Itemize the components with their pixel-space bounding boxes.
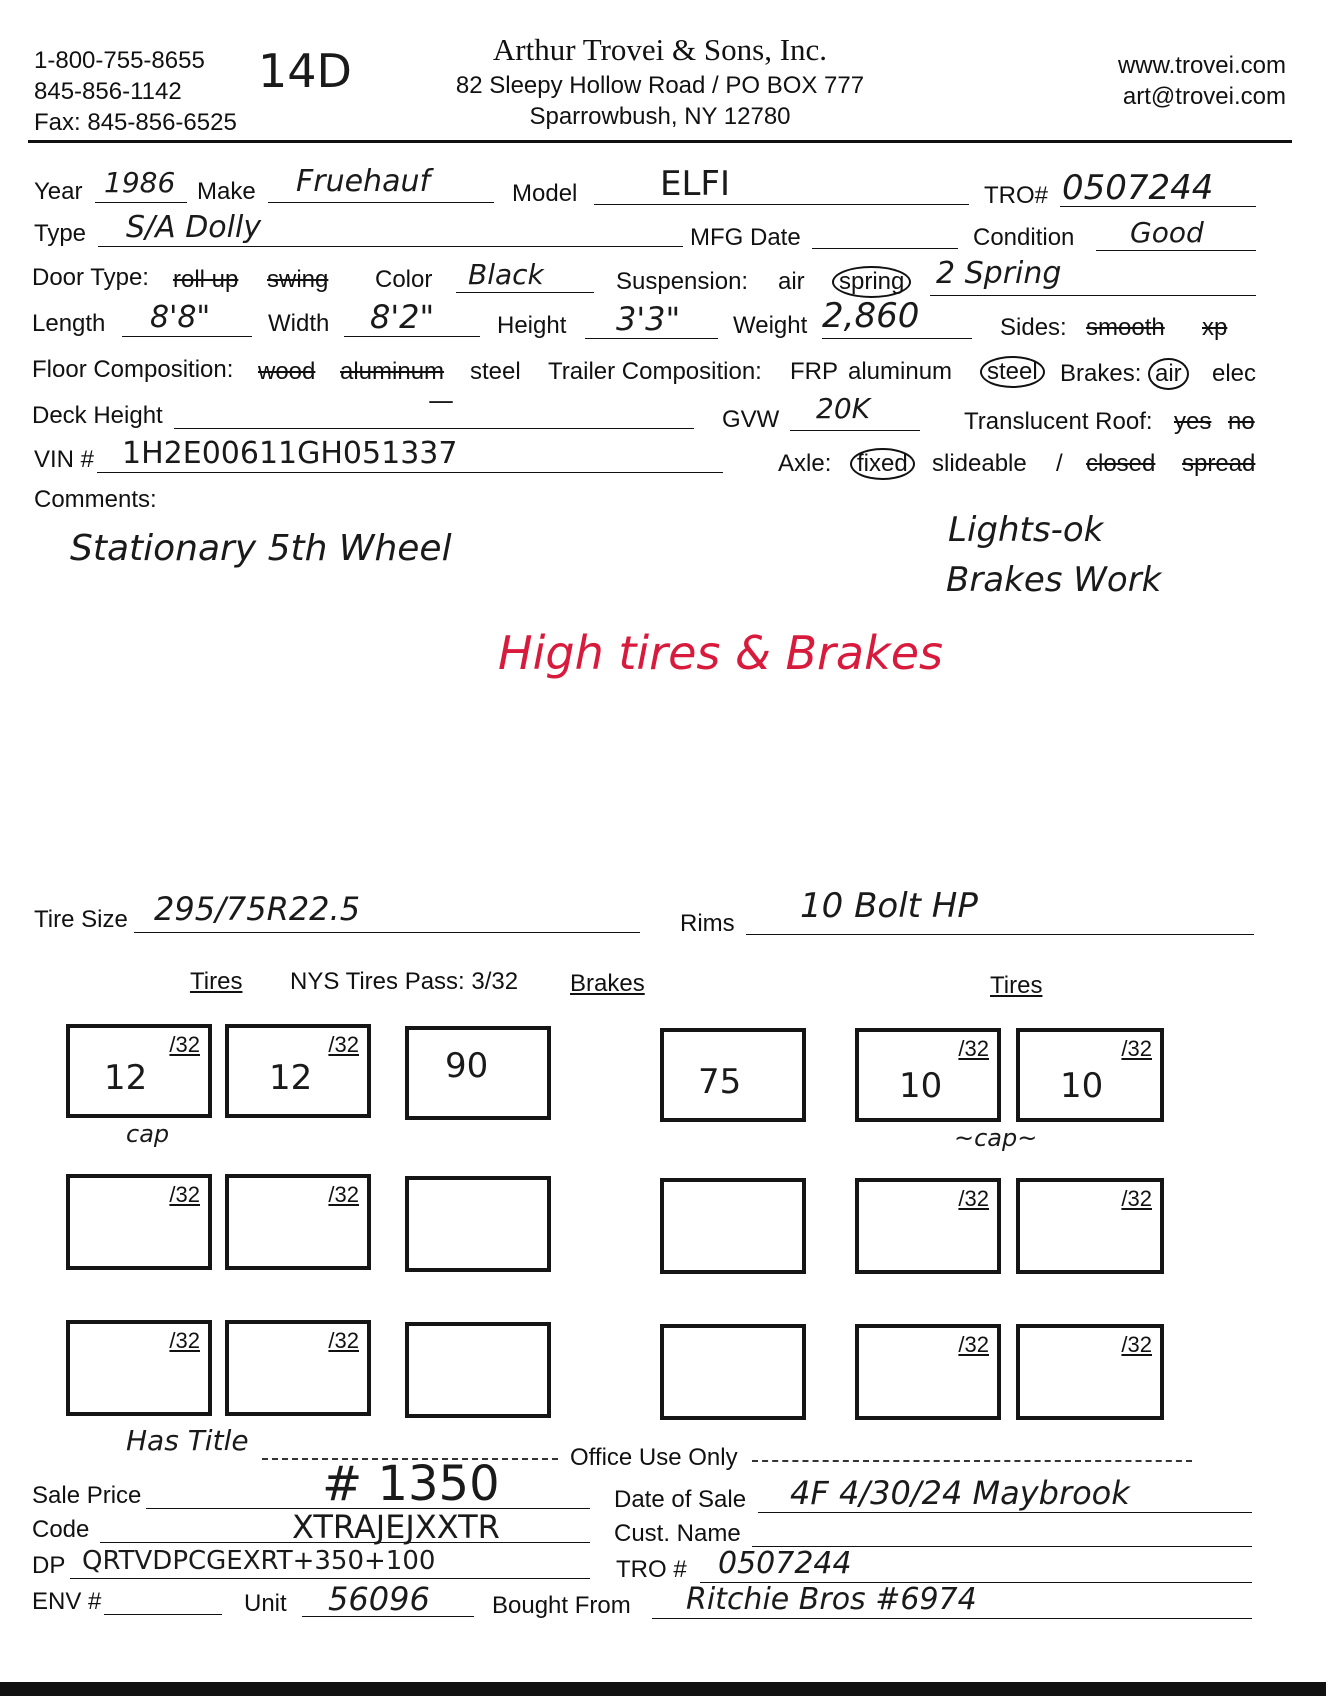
type-label: Type — [34, 220, 87, 247]
tread-fraction: /32 — [328, 1032, 359, 1057]
translucent-roof-label: Translucent Roof: — [964, 408, 1153, 435]
brake-box-left — [405, 1026, 551, 1120]
tread-fraction: /32 — [1121, 1332, 1152, 1357]
make-label: Make — [197, 178, 256, 205]
tread-fraction: /32 — [1121, 1186, 1152, 1211]
handwritten-mark: 14D — [258, 44, 352, 98]
axle-option-fixed: fixed — [850, 448, 915, 480]
floor-option-steel: steel — [470, 358, 521, 385]
tread-fraction: /32 — [169, 1182, 200, 1207]
tread-fraction: /32 — [1121, 1036, 1152, 1061]
floor-option-wood: wood — [258, 358, 316, 385]
tread-value: 10 — [899, 1066, 943, 1106]
suspension-label: Suspension: — [616, 268, 749, 295]
tire-box-right-inner — [855, 1178, 1001, 1274]
model-label: Model — [512, 180, 578, 207]
tire-box-left-outer — [66, 1174, 212, 1270]
office-use-title: Office Use Only — [570, 1444, 738, 1471]
height-label: Height — [497, 312, 567, 339]
dp-label: DP — [32, 1552, 66, 1579]
tread-fraction: /32 — [958, 1186, 989, 1211]
code-label: Code — [32, 1516, 90, 1543]
nys-tires-pass-label: NYS Tires Pass: 3/32 — [290, 968, 519, 995]
weight-value: 2,860 — [822, 296, 920, 336]
unit-label: Unit — [244, 1590, 287, 1617]
tire-box-right-inner — [855, 1324, 1001, 1420]
cap-note-left: cap — [126, 1120, 170, 1148]
gvw-value: 20K — [816, 392, 870, 425]
brake-box-left — [405, 1176, 551, 1272]
floor-option-aluminum: aluminum — [340, 358, 445, 385]
suspension-option-spring: spring — [832, 266, 911, 298]
header-divider — [28, 140, 1292, 143]
tread-value: 12 — [104, 1058, 148, 1098]
year-value: 1986 — [104, 166, 176, 199]
website: www.trovei.com — [1117, 52, 1286, 79]
cap-note-right: ~cap~ — [954, 1124, 1038, 1152]
sale-price-value: # 1350 — [322, 1456, 500, 1512]
brake-value: 90 — [445, 1046, 489, 1086]
tread-fraction: /32 — [958, 1036, 989, 1061]
width-value: 8'2" — [370, 298, 435, 336]
phone-secondary: 845-856-1142 — [34, 78, 182, 105]
rims-label: Rims — [680, 910, 735, 937]
sides-option-xp: xp — [1202, 314, 1228, 341]
year-label: Year — [34, 178, 83, 205]
office-tro-value: 0507244 — [718, 1546, 852, 1581]
date-of-sale-label: Date of Sale — [614, 1486, 747, 1513]
office-dash-right — [752, 1460, 1192, 1462]
comment-lights: Lights-ok — [948, 510, 1104, 550]
tread-fraction: /32 — [328, 1182, 359, 1207]
env-label: ENV # — [32, 1588, 102, 1615]
tire-box-left-inner — [225, 1024, 371, 1118]
brake-box-right — [660, 1178, 806, 1274]
color-label: Color — [375, 266, 433, 293]
tire-box-left-outer — [66, 1024, 212, 1118]
tread-value: 10 — [1060, 1066, 1104, 1106]
brakes-option-elec: elec — [1212, 360, 1257, 387]
fax-number: Fax: 845-856-6525 — [34, 109, 237, 136]
vin-value: 1H2E00611GH051337 — [122, 436, 458, 471]
make-value: Fruehauf — [296, 164, 431, 199]
color-value: Black — [468, 258, 544, 291]
model-value: ELFI — [660, 164, 731, 204]
tread-fraction: /32 — [169, 1328, 200, 1353]
axle-option-slideable: slideable — [932, 450, 1027, 477]
bought-from-value: Ritchie Bros #6974 — [686, 1582, 977, 1617]
phone-primary: 1-800-755-8655 — [34, 47, 205, 74]
deck-height-value: — — [428, 386, 454, 416]
roof-option-no: no — [1228, 408, 1255, 435]
bought-from-label: Bought From — [492, 1592, 631, 1619]
unit-value: 56096 — [328, 1580, 430, 1618]
tread-value: 12 — [269, 1058, 313, 1098]
dp-value: QRTVDPCGEXRT+350+100 — [82, 1546, 436, 1576]
rims-value: 10 Bolt HP — [800, 886, 978, 926]
condition-value: Good — [1130, 216, 1204, 249]
code-value: XTRAJEJXXTR — [292, 1508, 500, 1546]
trailer-composition-label: Trailer Composition: — [548, 358, 762, 385]
tro-value: 0507244 — [1062, 168, 1214, 208]
tread-fraction: /32 — [328, 1328, 359, 1353]
door-option-swing: swing — [267, 266, 329, 293]
cust-name-label: Cust. Name — [614, 1520, 741, 1547]
length-value: 8'8" — [150, 300, 211, 335]
vin-label: VIN # — [34, 446, 95, 473]
brake-value: 75 — [698, 1062, 742, 1102]
brakes-header: Brakes — [570, 970, 645, 997]
brake-box-right — [660, 1324, 806, 1420]
tire-size-value: 295/75R22.5 — [154, 890, 361, 928]
tires-header-right: Tires — [990, 972, 1043, 999]
company-name: Arthur Trovei & Sons, Inc. — [492, 32, 828, 67]
weight-label: Weight — [733, 312, 808, 339]
tire-size-label: Tire Size — [34, 906, 128, 933]
sides-option-smooth: smooth — [1086, 314, 1165, 341]
tire-box-left-outer — [66, 1320, 212, 1416]
has-title-note: Has Title — [126, 1424, 249, 1457]
brake-box-right — [660, 1028, 806, 1122]
tread-fraction: /32 — [958, 1332, 989, 1357]
comments-label: Comments: — [34, 486, 157, 513]
axle-option-closed: closed — [1086, 450, 1156, 477]
comment-brakes: Brakes Work — [946, 560, 1162, 600]
mfg-date-label: MFG Date — [690, 224, 801, 251]
tire-box-right-outer — [1016, 1324, 1164, 1420]
comment-high-tires-brakes: High tires & Brakes — [498, 626, 944, 680]
axle-label: Axle: — [778, 450, 832, 477]
company-address-1: 82 Sleepy Hollow Road / PO BOX 777 — [455, 72, 865, 99]
sale-price-label: Sale Price — [32, 1482, 142, 1509]
suspension-note: 2 Spring — [936, 256, 1062, 291]
office-tro-label: TRO # — [616, 1556, 687, 1583]
deck-height-label: Deck Height — [32, 402, 163, 429]
brake-box-left — [405, 1322, 551, 1418]
door-type-label: Door Type: — [32, 264, 149, 291]
tire-box-right-outer — [1016, 1028, 1164, 1122]
date-of-sale-value: 4F 4/30/24 Maybrook — [790, 1474, 1130, 1512]
brakes-label: Brakes: — [1060, 360, 1142, 387]
trailer-option-aluminum: aluminum — [848, 358, 953, 385]
tire-box-left-inner — [225, 1320, 371, 1416]
trailer-option-steel: steel — [980, 356, 1045, 388]
gvw-label: GVW — [722, 406, 780, 433]
tire-box-right-inner — [855, 1028, 1001, 1122]
axle-option-spread: spread — [1182, 450, 1256, 477]
floor-composition-label: Floor Composition: — [32, 356, 234, 383]
type-value: S/A Dolly — [126, 210, 262, 245]
width-label: Width — [268, 310, 330, 337]
tread-fraction: /32 — [169, 1032, 200, 1057]
condition-label: Condition — [973, 224, 1075, 251]
length-label: Length — [32, 310, 106, 337]
company-address-2: Sparrowbush, NY 12780 — [529, 103, 791, 130]
tire-box-right-outer — [1016, 1178, 1164, 1274]
brakes-option-air: air — [1148, 358, 1189, 390]
suspension-option-air: air — [778, 268, 805, 295]
height-value: 3'3" — [616, 300, 681, 338]
trailer-option-frp: FRP — [790, 358, 838, 385]
tire-box-left-inner — [225, 1174, 371, 1270]
door-option-rollup: roll up — [173, 266, 239, 293]
roof-option-yes: yes — [1174, 408, 1212, 435]
comment-wheel: Stationary 5th Wheel — [70, 528, 452, 569]
scan-edge-bottom — [0, 1682, 1326, 1696]
tro-label: TRO# — [984, 182, 1049, 209]
axle-separator: / — [1056, 450, 1063, 477]
email: art@trovei.com — [1122, 83, 1286, 110]
sides-label: Sides: — [1000, 314, 1067, 341]
tires-header-left: Tires — [190, 968, 243, 995]
